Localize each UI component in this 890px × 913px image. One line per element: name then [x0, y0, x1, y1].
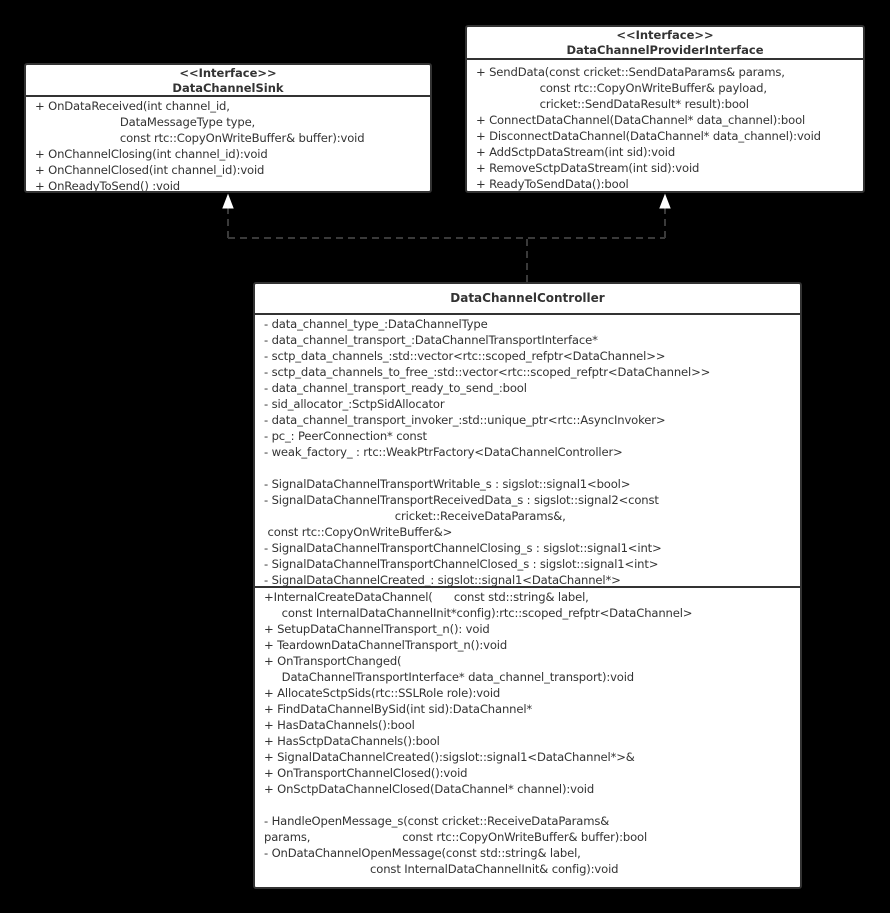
operation-line: + OnReadyToSend() :void	[35, 179, 180, 193]
attribute-line: cricket::ReceiveDataParams&,	[264, 509, 566, 523]
class-box-datachannelsink[interactable]	[24, 63, 432, 193]
stereotype-label: <<Interface>>	[179, 66, 277, 80]
operation-line: - HandleOpenMessage_s(const cricket::ReceiveDataParams&	[264, 814, 610, 828]
attribute-line: - sid_allocator_:SctpSidAllocator	[264, 397, 445, 411]
operations-section	[467, 60, 863, 192]
operation-line: + OnTransportChannelClosed():void	[264, 766, 468, 780]
class-header	[467, 27, 863, 60]
operation-line: params, const rtc::CopyOnWriteBuffer& buffer):bool	[264, 830, 648, 844]
operations-section	[255, 588, 800, 877]
operation-line: + HasDataChannels():bool	[264, 718, 415, 732]
operation-line: + AddSctpDataStream(int sid):void	[476, 145, 676, 159]
class-box-datachannelcontroller[interactable]	[253, 282, 802, 889]
operation-spacer	[264, 797, 800, 813]
attribute-line: - data_channel_transport_:DataChannelTransportInterface*	[264, 333, 598, 347]
operation-line: + ReadyToSendData():bool	[476, 177, 629, 191]
operation-line: + AllocateSctpSids(rtc::SSLRole role):void	[264, 686, 501, 700]
attribute-line: - weak_factory_ : rtc::WeakPtrFactory<DataChannelController>	[264, 445, 623, 459]
attribute-line: - sctp_data_channels_:std::vector<rtc::scoped_refptr<DataChannel>>	[264, 349, 666, 363]
attribute-line: - SignalDataChannelTransportChannelClosed_s : sigslot::signal1<int>	[264, 557, 659, 571]
attribute-line: - SignalDataChannelTransportReceivedData_s : sigslot::signal2<const	[264, 493, 659, 507]
operation-line: + SendData(const cricket::SendDataParams& params,	[476, 65, 785, 79]
operation-line: +InternalCreateDataChannel( const std::string& label,	[264, 590, 589, 604]
operation-line: const InternalDataChannelInit*config):rtc::scoped_refptr<DataChannel>	[264, 606, 693, 620]
attribute-line: - data_channel_transport_invoker_:std::unique_ptr<rtc::AsyncInvoker>	[264, 413, 666, 427]
operation-line: DataChannelTransportInterface* data_channel_transport):void	[264, 670, 635, 684]
operation-line: + ConnectDataChannel(DataChannel* data_channel):bool	[476, 113, 806, 127]
class-header	[255, 284, 800, 315]
attribute-spacer	[264, 460, 800, 476]
operation-line: + OnChannelClosed(int channel_id):void	[35, 163, 265, 177]
operation-line: + SetupDataChannelTransport_n(): void	[264, 622, 490, 636]
arrow-head-sink-icon	[223, 195, 233, 208]
class-name: DataChannelSink	[172, 81, 284, 95]
attribute-line: - sctp_data_channels_to_free_:std::vector<rtc::scoped_refptr<DataChannel>>	[264, 365, 711, 379]
attribute-line: - data_channel_transport_ready_to_send_:bool	[264, 381, 527, 395]
class-header	[26, 65, 430, 97]
attribute-line: - data_channel_type_:DataChannelType	[264, 317, 488, 331]
operation-line: const rtc::CopyOnWriteBuffer& payload,	[476, 81, 767, 95]
operation-line: + RemoveSctpDataStream(int sid):void	[476, 161, 700, 175]
operation-line: + SignalDataChannelCreated():sigslot::signal1<DataChannel*>&	[264, 750, 635, 764]
operation-line: + DisconnectDataChannel(DataChannel* data_channel):void	[476, 129, 821, 143]
operations-section	[26, 97, 430, 194]
operation-line: + OnSctpDataChannelClosed(DataChannel* channel):void	[264, 782, 595, 796]
operation-line: DataMessageType type,	[35, 115, 256, 129]
realization-connector	[228, 206, 665, 282]
operation-line: const InternalDataChannelInit& config):void	[264, 862, 619, 876]
attribute-line: - pc_: PeerConnection* const	[264, 429, 427, 443]
class-box-datachannelproviderinterface[interactable]	[465, 25, 865, 193]
operation-line: + OnDataReceived(int channel_id,	[35, 99, 230, 113]
operation-line: const rtc::CopyOnWriteBuffer& buffer):void	[35, 131, 365, 145]
operation-line: + TeardownDataChannelTransport_n():void	[264, 638, 508, 652]
attribute-line: const rtc::CopyOnWriteBuffer&>	[264, 525, 453, 539]
operation-line: + HasSctpDataChannels():bool	[264, 734, 440, 748]
operation-line: cricket::SendDataResult* result):bool	[476, 97, 749, 111]
stereotype-label: <<Interface>>	[616, 28, 714, 42]
attribute-line: - SignalDataChannelTransportChannelClosing_s : sigslot::signal1<int>	[264, 541, 662, 555]
attribute-line: - SignalDataChannelCreated_: sigslot::signal1<DataChannel*>	[264, 573, 621, 587]
arrow-head-provider-icon	[660, 195, 670, 208]
attributes-section	[255, 315, 800, 588]
class-name: DataChannelController	[450, 291, 605, 305]
operation-line: + FindDataChannelBySid(int sid):DataChannel*	[264, 702, 533, 716]
operation-line: + OnChannelClosing(int channel_id):void	[35, 147, 268, 161]
class-name: DataChannelProviderInterface	[566, 43, 764, 57]
attribute-line: - SignalDataChannelTransportWritable_s : sigslot::signal1<bool>	[264, 477, 631, 491]
operation-line: - OnDataChannelOpenMessage(const std::string& label,	[264, 846, 581, 860]
operation-line: + OnTransportChanged(	[264, 654, 402, 668]
